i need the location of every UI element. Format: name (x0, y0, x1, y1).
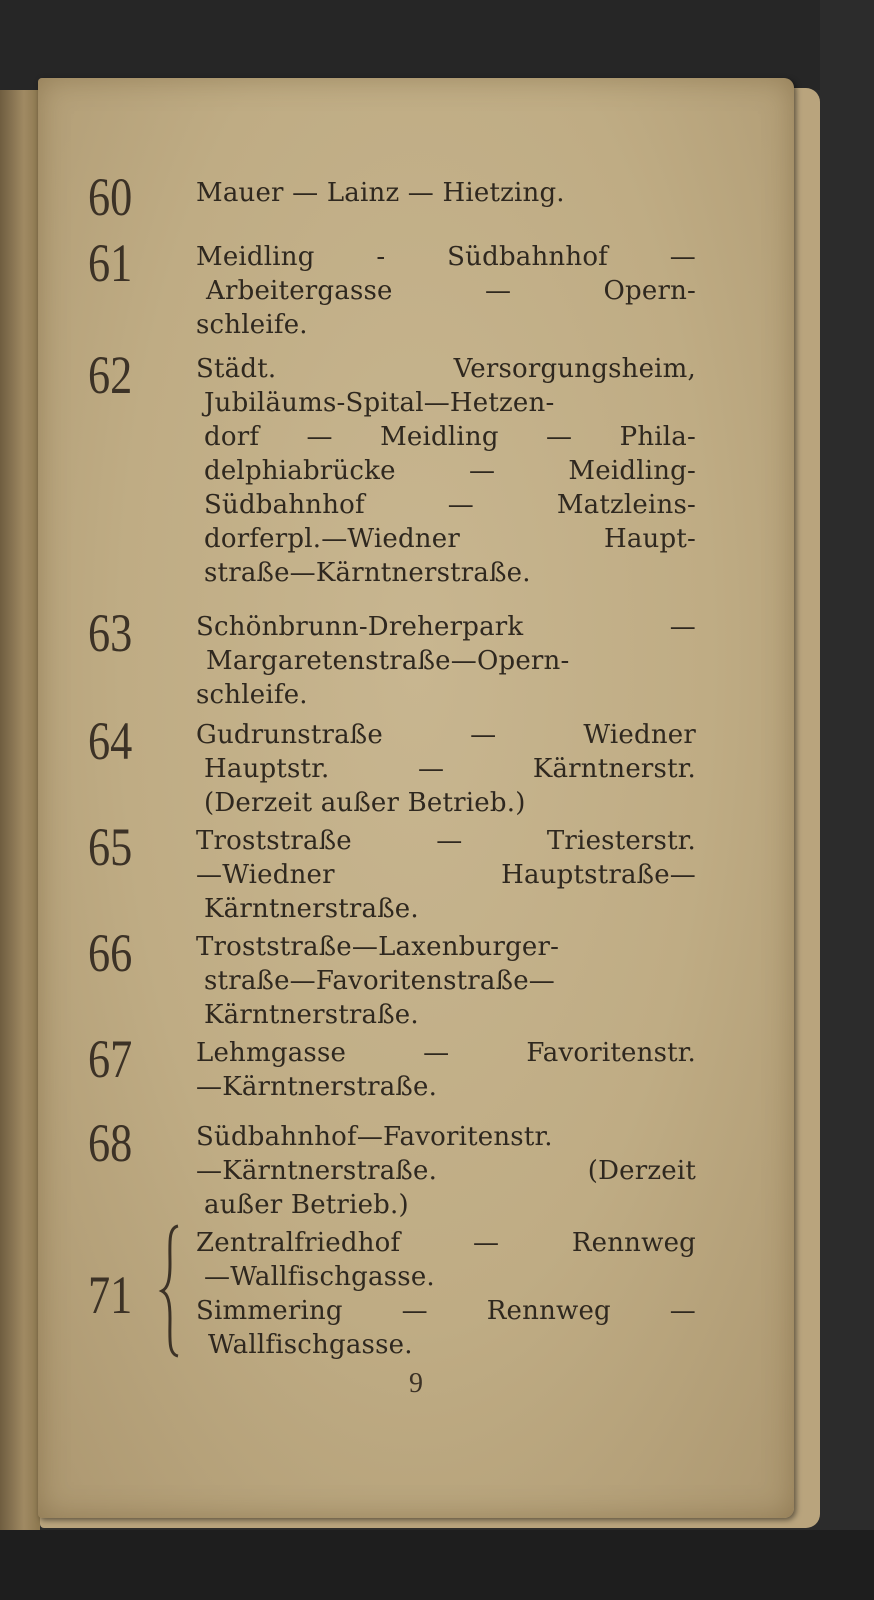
route-line: Jubiläums-Spital—Hetzen- (204, 388, 555, 418)
route-line: Mauer — Lainz — Hietzing. (196, 178, 565, 208)
route-line: Troststraße—Laxenburger- (196, 932, 560, 962)
route-line: Südbahnhof—Favoritenstr. (196, 1122, 553, 1152)
background-bottom (0, 1530, 874, 1600)
facing-page-edge (0, 90, 40, 1530)
route-description (196, 930, 696, 1032)
route-line: außer Betrieb.) (204, 1190, 409, 1220)
route-description (196, 1226, 696, 1362)
background-right (820, 0, 874, 1600)
route-line: dorferpl.—Wiedner Haupt- (204, 524, 696, 554)
route-line: Hauptstr. — Kärntnerstr. (204, 754, 696, 784)
route-line: Südbahnhof — Matzleins- (204, 490, 696, 520)
route-line: Zentralfriedhof — Rennweg (196, 1228, 696, 1258)
route-description (196, 718, 696, 820)
route-number: 68 (88, 1113, 133, 1173)
route-number: 64 (88, 711, 133, 771)
route-number: 66 (88, 923, 133, 983)
route-line: Meidling - Südbahnhof — (196, 242, 696, 272)
route-line: schleife. (196, 310, 308, 340)
route-line: straße—Favoritenstraße— (204, 966, 555, 996)
route-line: dorf — Meidling — Phila- (204, 422, 696, 452)
page-number: 9 (409, 1368, 423, 1399)
background-top (0, 0, 874, 90)
route-number: 65 (88, 817, 133, 877)
route-line: Arbeitergasse — Opern- (206, 276, 696, 306)
booklet-page (38, 78, 794, 1518)
route-line: straße—Kärntnerstraße. (204, 558, 531, 588)
route-line: (Derzeit außer Betrieb.) (204, 788, 526, 818)
route-description (196, 824, 696, 926)
route-line: —Kärntnerstraße. (196, 1072, 438, 1102)
route-line: delphiabrücke — Meidling- (204, 456, 696, 486)
route-number: 71 (88, 1265, 133, 1325)
route-line: —Wallfischgasse. (204, 1262, 435, 1292)
route-description (196, 352, 696, 590)
route-description (196, 610, 696, 712)
route-line: schleife. (196, 680, 308, 710)
route-line: Margaretenstraße—Opern- (206, 646, 570, 676)
route-description (196, 1036, 696, 1104)
route-line: Schönbrunn-Dreherpark — (196, 612, 696, 642)
curly-brace-icon (156, 1224, 186, 1358)
route-line: Städt. Versorgungsheim, (196, 354, 696, 384)
route-line: Kärntnerstraße. (204, 894, 419, 924)
route-number: 61 (88, 233, 133, 293)
route-line: Wallfischgasse. (208, 1330, 413, 1360)
route-number: 62 (88, 345, 133, 405)
route-description (196, 176, 696, 210)
route-line: —Wiedner Hauptstraße— (196, 860, 696, 890)
route-line: Kärntnerstraße. (204, 1000, 419, 1030)
route-description (196, 1120, 696, 1222)
route-line: Simmering — Rennweg — (196, 1296, 696, 1326)
route-line: Lehmgasse — Favoritenstr. (196, 1038, 696, 1068)
route-number: 63 (88, 603, 133, 663)
route-description (196, 240, 696, 342)
route-number: 60 (88, 167, 133, 227)
route-number: 67 (88, 1029, 133, 1089)
route-line: Troststraße — Triesterstr. (196, 826, 696, 856)
route-line: Gudrunstraße — Wiedner (196, 720, 696, 750)
route-line: —Kärntnerstraße. (Derzeit (196, 1156, 696, 1186)
